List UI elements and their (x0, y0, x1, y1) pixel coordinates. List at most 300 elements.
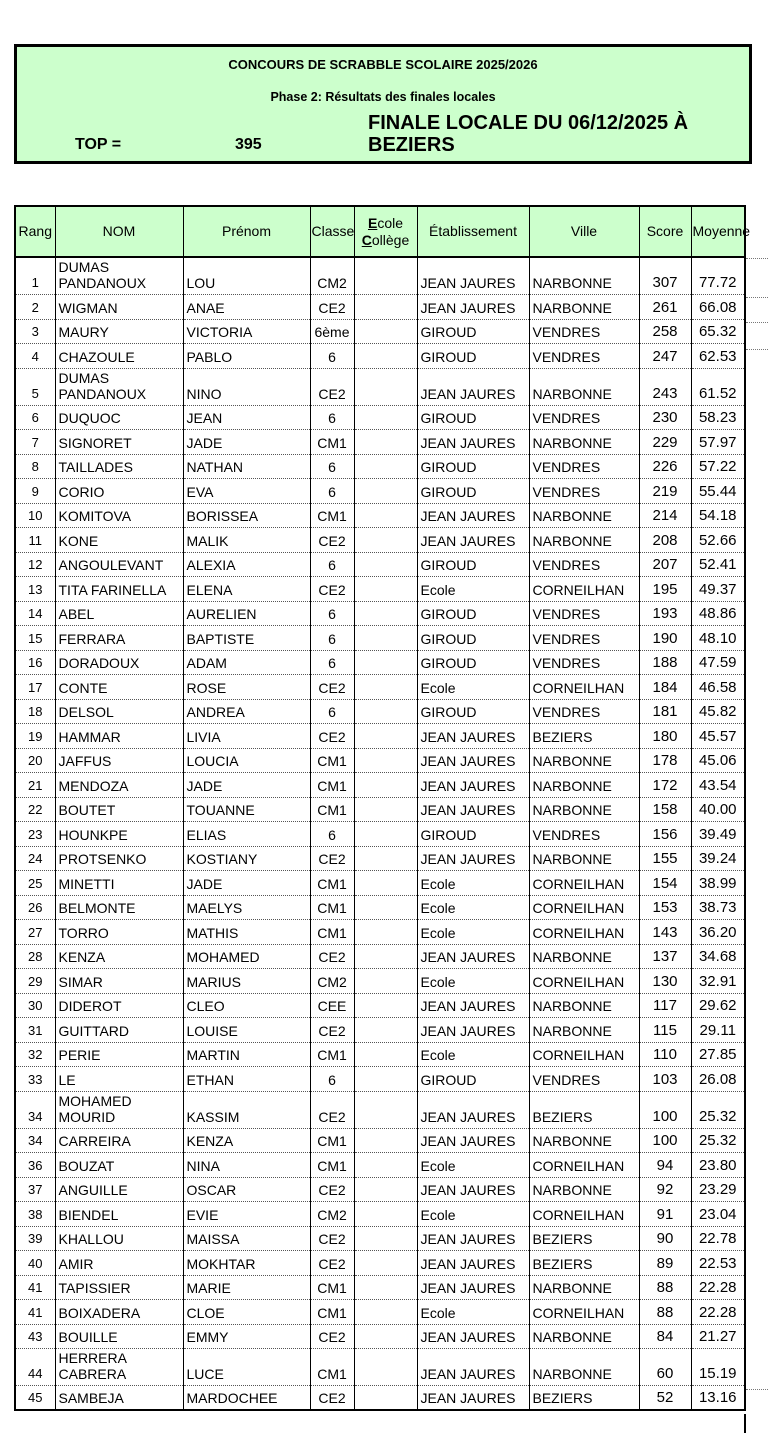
cell-prenom: AURELIEN (183, 601, 310, 626)
cell-rang: 34 (15, 1091, 55, 1128)
cell-ecole (354, 503, 417, 528)
cell-score: 155 (639, 846, 691, 871)
top-value: 395 (235, 136, 262, 153)
cell-score: 181 (639, 699, 691, 724)
cell-score: 110 (639, 1042, 691, 1067)
cell-score: 89 (639, 1251, 691, 1276)
cell-etablissement: JEAN JAURES (417, 1226, 529, 1251)
cell-ecole (354, 724, 417, 749)
cell-score: 230 (639, 405, 691, 430)
cell-ville: NARBONNE (529, 295, 639, 320)
cell-etablissement: JEAN JAURES (417, 724, 529, 749)
cell-classe: 6 (310, 1067, 354, 1092)
cell-ville: VENDRES (529, 344, 639, 369)
table-row (15, 1202, 745, 1227)
cell-classe: CE2 (310, 1324, 354, 1349)
cell-score: 94 (639, 1153, 691, 1178)
table-row (15, 257, 745, 295)
cell-moyenne: 25.32 (691, 1091, 745, 1128)
table-row (15, 1275, 745, 1300)
cell-nom: KHALLOU (55, 1226, 183, 1251)
cell-classe: CM1 (310, 748, 354, 773)
cell-moyenne: 38.99 (691, 871, 745, 896)
cell-prenom: JADE (183, 430, 310, 455)
cell-moyenne: 23.29 (691, 1177, 745, 1202)
cell-prenom: LOUISE (183, 1018, 310, 1043)
table-row (15, 895, 745, 920)
cell-nom: BOUZAT (55, 1153, 183, 1178)
cell-score: 100 (639, 1091, 691, 1128)
cell-nom: DORADOUX (55, 650, 183, 675)
cell-rang: 34 (15, 1128, 55, 1153)
cell-score: 188 (639, 650, 691, 675)
table-row (15, 1177, 745, 1202)
cell-rang: 28 (15, 944, 55, 969)
cell-prenom: OSCAR (183, 1177, 310, 1202)
cell-rang: 41 (15, 1275, 55, 1300)
cell-prenom: NINO (183, 368, 310, 405)
cell-rang: 32 (15, 1042, 55, 1067)
cell-ecole (354, 454, 417, 479)
cell-etablissement: GIROUD (417, 626, 529, 651)
cell-ecole (354, 944, 417, 969)
cell-ville: NARBONNE (529, 1324, 639, 1349)
cell-etablissement: JEAN JAURES (417, 295, 529, 320)
cell-ecole (354, 1128, 417, 1153)
cell-rang: 25 (15, 871, 55, 896)
cell-score: 156 (639, 822, 691, 847)
cell-ville: VENDRES (529, 699, 639, 724)
cell-prenom: MATHIS (183, 920, 310, 945)
cell-rang: 11 (15, 528, 55, 553)
cell-ville: VENDRES (529, 319, 639, 344)
cell-rang: 22 (15, 797, 55, 822)
cell-ecole (354, 1275, 417, 1300)
column-header-score: Score (639, 206, 691, 257)
cell-etablissement: JEAN JAURES (417, 1177, 529, 1202)
cell-ville: VENDRES (529, 1067, 639, 1092)
cell-moyenne: 47.59 (691, 650, 745, 675)
table-row (15, 846, 745, 871)
cell-nom: BOIXADERA (55, 1300, 183, 1325)
cell-etablissement: GIROUD (417, 1067, 529, 1092)
cell-rang: 16 (15, 650, 55, 675)
competition-header-box (14, 44, 752, 164)
gridline-extension (746, 1389, 768, 1390)
cell-prenom: LOU (183, 257, 310, 295)
cell-etablissement: JEAN JAURES (417, 368, 529, 405)
table-row (15, 773, 745, 798)
cell-etablissement: JEAN JAURES (417, 1275, 529, 1300)
cell-prenom: ADAM (183, 650, 310, 675)
cell-prenom: MAISSA (183, 1226, 310, 1251)
table-header-row (15, 206, 745, 257)
cell-ecole (354, 1324, 417, 1349)
cell-ecole (354, 626, 417, 651)
cell-ecole (354, 344, 417, 369)
cell-ecole (354, 528, 417, 553)
cell-rang: 45 (15, 1386, 55, 1411)
table-row (15, 699, 745, 724)
cell-ecole (354, 748, 417, 773)
gridline-extension (746, 322, 768, 323)
cell-classe: 6 (310, 552, 354, 577)
cell-ville: VENDRES (529, 454, 639, 479)
cell-etablissement: JEAN JAURES (417, 797, 529, 822)
cell-moyenne: 23.04 (691, 1202, 745, 1227)
cell-score: 115 (639, 1018, 691, 1043)
cell-moyenne: 25.32 (691, 1128, 745, 1153)
table-row (15, 430, 745, 455)
cell-classe: CM1 (310, 1042, 354, 1067)
cell-ville: BEZIERS (529, 1226, 639, 1251)
cell-nom: DIDEROT (55, 993, 183, 1018)
ecole-rest: cole (377, 214, 404, 231)
cell-score: 153 (639, 895, 691, 920)
cell-classe: CE2 (310, 944, 354, 969)
cell-ville: BEZIERS (529, 1386, 639, 1411)
cell-etablissement: Ecole (417, 920, 529, 945)
cell-prenom: MALIK (183, 528, 310, 553)
cell-nom: PERIE (55, 1042, 183, 1067)
cell-etablissement: Ecole (417, 1153, 529, 1178)
cell-etablissement: GIROUD (417, 650, 529, 675)
cell-nom: DUMAS PANDANOUX (55, 257, 183, 295)
cell-ecole (354, 319, 417, 344)
cell-score: 84 (639, 1324, 691, 1349)
cell-ecole (354, 1349, 417, 1386)
cell-ecole (354, 895, 417, 920)
cell-ville: CORNEILHAN (529, 1153, 639, 1178)
cell-moyenne: 38.73 (691, 895, 745, 920)
table-row (15, 552, 745, 577)
gridline-extension (746, 297, 768, 298)
cell-score: 184 (639, 675, 691, 700)
cell-nom: MINETTI (55, 871, 183, 896)
cell-rang: 10 (15, 503, 55, 528)
cell-prenom: ANAE (183, 295, 310, 320)
cell-ecole (354, 920, 417, 945)
cell-ville: BEZIERS (529, 724, 639, 749)
cell-ecole (354, 1067, 417, 1092)
cell-prenom: NINA (183, 1153, 310, 1178)
cell-moyenne: 55.44 (691, 479, 745, 504)
cell-nom: CHAZOULE (55, 344, 183, 369)
cell-moyenne: 36.20 (691, 920, 745, 945)
cell-ecole (354, 552, 417, 577)
table-row (15, 528, 745, 553)
cell-ecole (354, 650, 417, 675)
table-row (15, 675, 745, 700)
cell-moyenne: 29.11 (691, 1018, 745, 1043)
table-row (15, 344, 745, 369)
cell-classe: CM1 (310, 871, 354, 896)
column-header-etablissement: Établissement (417, 206, 529, 257)
cell-ville: CORNEILHAN (529, 1202, 639, 1227)
cell-ville: CORNEILHAN (529, 920, 639, 945)
cell-score: 180 (639, 724, 691, 749)
cell-classe: CE2 (310, 1386, 354, 1411)
cell-classe: 6 (310, 822, 354, 847)
cell-rang: 14 (15, 601, 55, 626)
table-row (15, 626, 745, 651)
cell-ville: NARBONNE (529, 993, 639, 1018)
cell-classe: CM2 (310, 969, 354, 994)
cell-ecole (354, 822, 417, 847)
cell-nom: HOUNKPE (55, 822, 183, 847)
table-row (15, 1067, 745, 1092)
cell-prenom: ETHAN (183, 1067, 310, 1092)
cell-rang: 38 (15, 1202, 55, 1227)
cell-moyenne: 49.37 (691, 577, 745, 602)
cell-nom: LE (55, 1067, 183, 1092)
cell-etablissement: JEAN JAURES (417, 1018, 529, 1043)
cell-moyenne: 15.19 (691, 1349, 745, 1386)
table-row (15, 503, 745, 528)
cell-score: 178 (639, 748, 691, 773)
cell-nom: DELSOL (55, 699, 183, 724)
cell-nom: TITA FARINELLA (55, 577, 183, 602)
gridline-extension (746, 258, 768, 259)
cell-classe: CM1 (310, 920, 354, 945)
table-row (15, 822, 745, 847)
cell-ecole (354, 1177, 417, 1202)
cell-etablissement: JEAN JAURES (417, 1386, 529, 1411)
cell-ecole (354, 846, 417, 871)
column-header-rang: Rang (15, 206, 55, 257)
cell-prenom: NATHAN (183, 454, 310, 479)
cell-rang: 39 (15, 1226, 55, 1251)
cell-ville: NARBONNE (529, 1177, 639, 1202)
cell-prenom: LUCE (183, 1349, 310, 1386)
cell-score: 137 (639, 944, 691, 969)
cell-nom: TORRO (55, 920, 183, 945)
table-row (15, 871, 745, 896)
cell-prenom: KENZA (183, 1128, 310, 1153)
cell-prenom: MAELYS (183, 895, 310, 920)
cell-moyenne: 46.58 (691, 675, 745, 700)
cell-score: 100 (639, 1128, 691, 1153)
cell-etablissement: Ecole (417, 895, 529, 920)
cell-score: 226 (639, 454, 691, 479)
cell-nom: SAMBEJA (55, 1386, 183, 1411)
cell-nom: ANGOULEVANT (55, 552, 183, 577)
cell-prenom: JADE (183, 773, 310, 798)
table-row (15, 797, 745, 822)
cell-ecole (354, 405, 417, 430)
cell-ville: VENDRES (529, 552, 639, 577)
gridline-extension (746, 349, 768, 350)
cell-ville: NARBONNE (529, 257, 639, 295)
gridline-vertical-extension (744, 1414, 746, 1433)
cell-score: 261 (639, 295, 691, 320)
cell-etablissement: Ecole (417, 871, 529, 896)
table-row (15, 319, 745, 344)
cell-ville: CORNEILHAN (529, 871, 639, 896)
cell-ecole (354, 1153, 417, 1178)
cell-ville: NARBONNE (529, 1128, 639, 1153)
cell-classe: 6 (310, 454, 354, 479)
cell-ecole (354, 699, 417, 724)
cell-ecole (354, 577, 417, 602)
cell-ecole (354, 257, 417, 295)
table-row (15, 920, 745, 945)
table-row (15, 1018, 745, 1043)
cell-rang: 21 (15, 773, 55, 798)
cell-classe: 6 (310, 479, 354, 504)
table-row (15, 479, 745, 504)
cell-prenom: ROSE (183, 675, 310, 700)
cell-nom: CARREIRA (55, 1128, 183, 1153)
cell-prenom: MOKHTAR (183, 1251, 310, 1276)
cell-rang: 3 (15, 319, 55, 344)
cell-moyenne: 43.54 (691, 773, 745, 798)
cell-nom: BELMONTE (55, 895, 183, 920)
cell-classe: CM1 (310, 1275, 354, 1300)
cell-prenom: ALEXIA (183, 552, 310, 577)
cell-ecole (354, 295, 417, 320)
cell-classe: CE2 (310, 577, 354, 602)
cell-ville: BEZIERS (529, 1251, 639, 1276)
cell-score: 154 (639, 871, 691, 896)
cell-prenom: ELENA (183, 577, 310, 602)
cell-prenom: BAPTISTE (183, 626, 310, 651)
cell-moyenne: 52.41 (691, 552, 745, 577)
cell-prenom: EMMY (183, 1324, 310, 1349)
cell-etablissement: Ecole (417, 577, 529, 602)
cell-score: 243 (639, 368, 691, 405)
column-header-nom: NOM (55, 206, 183, 257)
cell-ecole (354, 1018, 417, 1043)
table-row (15, 1128, 745, 1153)
cell-ecole (354, 993, 417, 1018)
cell-classe: CE2 (310, 1177, 354, 1202)
cell-classe: 6 (310, 405, 354, 430)
cell-score: 117 (639, 993, 691, 1018)
cell-prenom: BORISSEA (183, 503, 310, 528)
table-row (15, 748, 745, 773)
cell-rang: 18 (15, 699, 55, 724)
cell-classe: CM1 (310, 1300, 354, 1325)
cell-nom: KOMITOVA (55, 503, 183, 528)
cell-moyenne: 54.18 (691, 503, 745, 528)
cell-etablissement: Ecole (417, 1042, 529, 1067)
column-header-ecole-college (354, 206, 417, 257)
table-row (15, 405, 745, 430)
cell-ville: VENDRES (529, 601, 639, 626)
cell-prenom: MARTIN (183, 1042, 310, 1067)
cell-prenom: EVA (183, 479, 310, 504)
cell-etablissement: JEAN JAURES (417, 944, 529, 969)
cell-moyenne: 40.00 (691, 797, 745, 822)
cell-nom: DUMAS PANDANOUX (55, 368, 183, 405)
cell-moyenne: 13.16 (691, 1386, 745, 1411)
cell-prenom: MARDOCHEE (183, 1386, 310, 1411)
table-row (15, 454, 745, 479)
cell-prenom: MARIE (183, 1275, 310, 1300)
cell-prenom: VICTORIA (183, 319, 310, 344)
cell-score: 103 (639, 1067, 691, 1092)
competition-title: CONCOURS DE SCRABBLE SCOLAIRE 2025/2026 (228, 57, 538, 72)
cell-etablissement: Ecole (417, 675, 529, 700)
cell-classe: 6 (310, 626, 354, 651)
cell-score: 193 (639, 601, 691, 626)
table-row (15, 1153, 745, 1178)
table-row (15, 1251, 745, 1276)
cell-moyenne: 57.97 (691, 430, 745, 455)
cell-etablissement: GIROUD (417, 552, 529, 577)
cell-moyenne: 29.62 (691, 993, 745, 1018)
cell-ville: CORNEILHAN (529, 969, 639, 994)
cell-classe: CM1 (310, 1349, 354, 1386)
cell-score: 307 (639, 257, 691, 295)
cell-prenom: EVIE (183, 1202, 310, 1227)
cell-ecole (354, 368, 417, 405)
cell-classe: CE2 (310, 295, 354, 320)
cell-ville: NARBONNE (529, 430, 639, 455)
cell-rang: 36 (15, 1153, 55, 1178)
cell-ecole (354, 601, 417, 626)
cell-nom: MENDOZA (55, 773, 183, 798)
cell-score: 190 (639, 626, 691, 651)
cell-rang: 1 (15, 257, 55, 295)
cell-nom: FERRARA (55, 626, 183, 651)
cell-score: 208 (639, 528, 691, 553)
cell-ville: NARBONNE (529, 1349, 639, 1386)
cell-rang: 13 (15, 577, 55, 602)
phase-subtitle: Phase 2: Résultats des finales locales (270, 90, 496, 104)
table-row (15, 577, 745, 602)
cell-etablissement: GIROUD (417, 344, 529, 369)
column-header-ville: Ville (529, 206, 639, 257)
table-row (15, 993, 745, 1018)
cell-score: 207 (639, 552, 691, 577)
cell-etablissement: JEAN JAURES (417, 846, 529, 871)
cell-ville: NARBONNE (529, 1275, 639, 1300)
cell-rang: 12 (15, 552, 55, 577)
cell-prenom: ANDREA (183, 699, 310, 724)
cell-moyenne: 21.27 (691, 1324, 745, 1349)
cell-ville: VENDRES (529, 479, 639, 504)
cell-etablissement: GIROUD (417, 822, 529, 847)
cell-classe: CE2 (310, 846, 354, 871)
cell-nom: BOUTET (55, 797, 183, 822)
cell-ville: VENDRES (529, 822, 639, 847)
cell-etablissement: JEAN JAURES (417, 257, 529, 295)
cell-score: 88 (639, 1300, 691, 1325)
cell-classe: CE2 (310, 1091, 354, 1128)
cell-classe: CM1 (310, 797, 354, 822)
cell-nom: BOUILLE (55, 1324, 183, 1349)
cell-rang: 30 (15, 993, 55, 1018)
cell-score: 90 (639, 1226, 691, 1251)
table-row (15, 944, 745, 969)
cell-ecole (354, 797, 417, 822)
cell-moyenne: 34.68 (691, 944, 745, 969)
cell-etablissement: JEAN JAURES (417, 1349, 529, 1386)
cell-ecole (354, 1042, 417, 1067)
cell-nom: SIMAR (55, 969, 183, 994)
cell-rang: 23 (15, 822, 55, 847)
cell-prenom: MARIUS (183, 969, 310, 994)
table-row (15, 601, 745, 626)
cell-rang: 40 (15, 1251, 55, 1276)
cell-moyenne: 57.22 (691, 454, 745, 479)
cell-score: 258 (639, 319, 691, 344)
cell-prenom: CLOE (183, 1300, 310, 1325)
cell-etablissement: GIROUD (417, 699, 529, 724)
cell-score: 92 (639, 1177, 691, 1202)
